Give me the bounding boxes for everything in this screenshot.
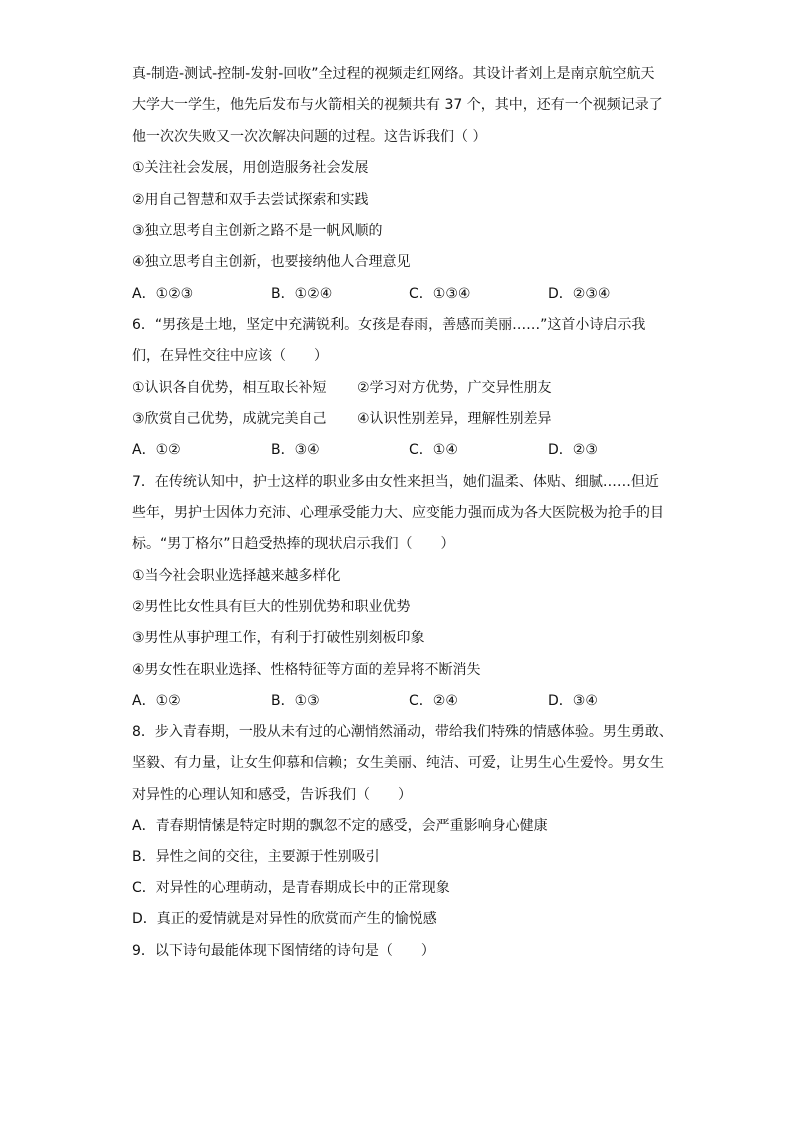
q7-statement-2: ②男性比女性具有巨大的性别优势和职业优势 — [132, 599, 411, 615]
q8-stem-line-2: 坚毅、有力量，让女生仰慕和信赖；女生美丽、纯洁、可爱，让男生心生爱怜。男女生 — [132, 755, 664, 771]
q5-option-c: C．①③④ — [409, 286, 471, 302]
q7-option-a: A．①② — [132, 693, 181, 709]
q7-stem-line-2: 些年，男护士因体力充沛、心理承受能力大、应变能力强而成为各大医院极为抢手的目 — [132, 505, 664, 521]
q7-statement-3: ③男性从事护理工作，有利于打破性别刻板印象 — [132, 630, 425, 646]
q7-stem-line-3: 标。“男丁格尔”日趋受热捧的现状启示我们（ ） — [132, 536, 455, 552]
q8-stem-line-3: 对异性的心理认知和感受，告诉我们（ ） — [132, 787, 412, 803]
q5-stem-line-2: 大学大一学生，他先后发布与火箭相关的视频共有 37 个，其中，还有一个视频记录了 — [132, 97, 663, 113]
q6-option-a: A．①② — [132, 442, 181, 458]
q6-option-d: D．②③ — [548, 442, 598, 458]
q5-statement-2: ②用自己智慧和双手去尝试探索和实践 — [132, 192, 369, 208]
q5-statement-4: ④独立思考自主创新，也要接纳他人合理意见 — [132, 254, 411, 270]
q6-stem-line-2: 们，在异性交往中应该（ ） — [132, 348, 328, 364]
q5-option-a: A．①②③ — [132, 286, 194, 302]
q7-statement-4: ④男女性在职业选择、性格特征等方面的差异将不断消失 — [132, 662, 481, 678]
q8-choice-a: A．青春期情愫是特定时期的飘忽不定的感受，会严重影响身心健康 — [132, 818, 548, 834]
q5-stem-line-3: 他一次次失败又一次次解决问题的过程。这告诉我们（ ） — [132, 129, 487, 145]
q6-statement-2: ②学习对方优势，广交异性朋友 — [357, 380, 552, 396]
q6-stem-line-1: 6．“男孩是土地，坚定中充满锐利。女孩是春雨，善感而美丽……”这首小诗启示我 — [132, 317, 646, 333]
q5-statement-1: ①关注社会发展，用创造服务社会发展 — [132, 160, 369, 176]
q7-stem-line-1: 7．在传统认知中，护士这样的职业多由女性来担当，她们温柔、体贴、细腻……但近 — [132, 474, 659, 490]
q6-statement-1: ①认识各自优势，相互取长补短 — [132, 380, 327, 396]
q9-stem-line-1: 9．以下诗句最能体现下图情绪的诗句是（ ） — [132, 943, 435, 959]
q8-choice-d: D．真正的爱情就是对异性的欣赏而产生的愉悦感 — [132, 911, 437, 927]
q7-options — [132, 691, 692, 711]
q7-option-d: D．③④ — [548, 693, 598, 709]
q8-choice-c: C．对异性的心理萌动，是青春期成长中的正常现象 — [132, 880, 450, 896]
q5-stem-line-1: 真-制造-测试-控制-发射-回收”全过程的视频走红网络。其设计者刘上是南京航空航天 — [132, 66, 655, 82]
q6-statement-4: ④认识性别差异，理解性别差异 — [357, 411, 552, 427]
q7-statement-1: ①当今社会职业选择越来越多样化 — [132, 568, 341, 584]
q8-choice-b: B．异性之间的交往，主要源于性别吸引 — [132, 849, 380, 865]
q5-options — [132, 284, 692, 304]
q6-option-b: B．③④ — [271, 442, 320, 458]
q5-option-d: D．②③④ — [548, 286, 611, 302]
q8-stem-line-1: 8．步入青春期，一股从未有过的心潮悄然涌动，带给我们特殊的情感体验。男生勇敢、 — [132, 724, 673, 740]
q6-option-c: C．①④ — [409, 442, 458, 458]
q6-options — [132, 440, 692, 460]
q6-statement-3: ③欣赏自己优势，成就完美自己 — [132, 411, 327, 427]
q5-statement-3: ③独立思考自主创新之路不是一帆风顺的 — [132, 223, 383, 239]
q7-option-b: B．①③ — [271, 693, 320, 709]
q5-option-b: B．①②④ — [271, 286, 333, 302]
q7-option-c: C．②④ — [409, 693, 458, 709]
